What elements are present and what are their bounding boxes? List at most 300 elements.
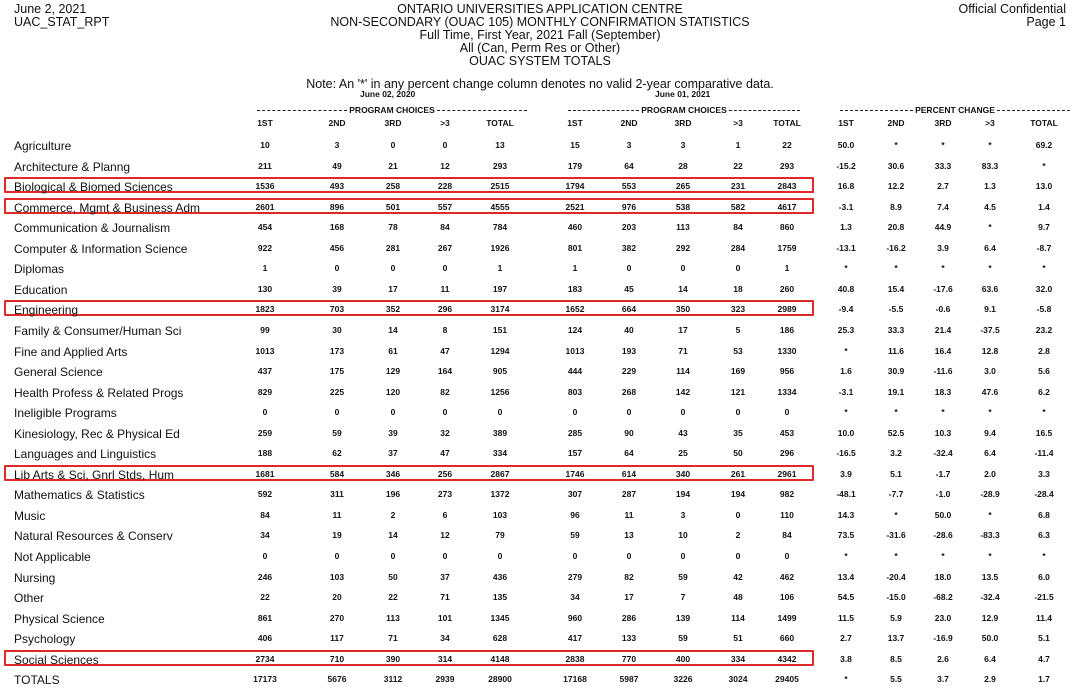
- cell-2021-total: 660: [779, 633, 795, 644]
- cell-2021-3rd: 0: [680, 551, 686, 561]
- highlight-box: [4, 300, 814, 316]
- cell-2020-1st: 2734: [255, 653, 275, 664]
- cell-2020-1st: 34: [260, 530, 270, 541]
- cell-2020-1st: 592: [257, 489, 273, 500]
- row-label: TOTALS: [14, 673, 60, 688]
- cell-pct-gt3: 12.8: [981, 345, 999, 356]
- col-header-pct-gt3: >3: [985, 118, 995, 128]
- cell-2021-1st: 285: [567, 427, 583, 438]
- cell-2020-gt3: 47: [440, 345, 450, 356]
- cell-pct-total: 6.0: [1038, 571, 1050, 582]
- cell-pct-3rd: 3.9: [937, 242, 949, 253]
- cell-2021-3rd: 400: [675, 653, 691, 664]
- cell-pct-2nd: 8.5: [890, 653, 902, 664]
- cell-2021-2nd: 40: [624, 324, 634, 335]
- cell-2020-2nd: 270: [329, 612, 345, 623]
- cell-2020-total: 2867: [490, 468, 510, 479]
- cell-2020-total: 4148: [490, 653, 510, 664]
- cell-2021-3rd: 7: [680, 592, 686, 603]
- row-label: Engineering: [14, 303, 79, 318]
- cell-2020-total: 1: [497, 263, 503, 274]
- col-header-2021-2nd: 2ND: [620, 118, 638, 128]
- cell-pct-1st: -13.1: [836, 242, 856, 253]
- cell-2021-2nd: 64: [624, 160, 634, 171]
- row-label: Biological & Biomed Sciences: [14, 180, 173, 195]
- cell-2020-total: 1926: [490, 242, 510, 253]
- cell-2021-1st: 1794: [565, 181, 585, 192]
- table-row: [0, 505, 1080, 525]
- col-header-pct-2nd: 2ND: [887, 118, 905, 128]
- cell-2021-gt3: 48: [733, 592, 743, 603]
- cell-pct-gt3: 83.3: [981, 160, 999, 171]
- cell-2020-gt3: 32: [440, 427, 450, 438]
- cell-2021-3rd: 292: [675, 242, 691, 253]
- cell-2021-3rd: 142: [675, 386, 691, 397]
- cell-2021-3rd: 25: [678, 448, 688, 459]
- cell-2020-1st: 922: [257, 242, 273, 253]
- row-label: Kinesiology, Rec & Physical Ed: [14, 426, 180, 441]
- cell-2020-2nd: 0: [334, 263, 340, 274]
- cell-2021-3rd: 59: [678, 633, 688, 644]
- cell-2020-2nd: 59: [332, 427, 342, 438]
- cell-2021-gt3: 2: [735, 530, 741, 541]
- table-row: [0, 484, 1080, 504]
- cell-2020-1st: 829: [257, 386, 273, 397]
- cell-2020-3rd: 0: [390, 263, 396, 274]
- cell-2021-gt3: 0: [735, 263, 741, 274]
- cell-pct-2nd: *: [894, 407, 898, 418]
- cell-pct-3rd: 18.3: [934, 386, 952, 397]
- cell-2020-1st: 246: [257, 571, 273, 582]
- table-row: [0, 197, 1080, 217]
- cell-pct-total: 6.2: [1038, 386, 1050, 397]
- cell-2020-gt3: 11: [440, 283, 450, 294]
- cell-2021-1st: 444: [567, 366, 583, 377]
- cell-pct-total: -5.8: [1036, 304, 1052, 315]
- cell-2020-2nd: 225: [329, 386, 345, 397]
- table-row: [0, 567, 1080, 587]
- cell-2021-2nd: 133: [621, 633, 637, 644]
- cell-pct-3rd: 21.4: [934, 324, 952, 335]
- cell-2021-1st: 1652: [565, 304, 585, 315]
- cell-pct-3rd: -16.9: [933, 633, 953, 644]
- cell-2021-2nd: 193: [621, 345, 637, 356]
- cell-pct-3rd: 7.4: [937, 201, 949, 212]
- cell-pct-gt3: -28.9: [980, 489, 1000, 500]
- cell-2021-2nd: 614: [621, 468, 637, 479]
- cell-2021-total: 453: [779, 427, 795, 438]
- cell-pct-2nd: -31.6: [886, 530, 906, 541]
- cell-2020-2nd: 11: [332, 509, 342, 520]
- row-label: Ineligible Programs: [14, 406, 117, 421]
- cell-2021-total: 186: [779, 324, 795, 335]
- cell-2020-2nd: 0: [334, 551, 340, 561]
- row-label: Other: [14, 591, 45, 606]
- table-row: [0, 176, 1080, 196]
- cell-pct-total: 9.7: [1038, 222, 1050, 233]
- cell-2020-1st: 861: [257, 612, 273, 623]
- cell-2020-gt3: 0: [442, 263, 448, 274]
- cell-2021-2nd: 0: [626, 551, 632, 561]
- cell-2020-2nd: 49: [332, 160, 342, 171]
- table-row: [0, 382, 1080, 402]
- cell-2020-gt3: 71: [440, 592, 450, 603]
- cell-2020-gt3: 228: [437, 181, 453, 192]
- row-label: Communication & Journalism: [14, 221, 171, 236]
- cell-pct-1st: 25.3: [837, 324, 855, 335]
- cell-2020-3rd: 14: [388, 324, 398, 335]
- cell-2021-gt3: 53: [733, 345, 743, 356]
- cell-2020-total: 0: [497, 407, 503, 418]
- cell-pct-2nd: 33.3: [887, 324, 905, 335]
- cell-2020-2nd: 173: [329, 345, 345, 356]
- cell-2020-3rd: 129: [385, 366, 401, 377]
- cell-2021-3rd: 0: [680, 263, 686, 274]
- cell-2020-2nd: 175: [329, 366, 345, 377]
- cell-2020-3rd: 0: [390, 551, 396, 561]
- cell-pct-2nd: 11.6: [887, 345, 905, 356]
- col-header-2020-gt3: >3: [440, 118, 450, 128]
- cell-pct-total: 6.3: [1038, 530, 1050, 541]
- cell-2021-2nd: 553: [621, 181, 637, 192]
- cell-2021-total: 462: [779, 571, 795, 582]
- cell-2021-2nd: 203: [621, 222, 637, 233]
- cell-pct-total: -21.5: [1034, 592, 1054, 603]
- cell-pct-2nd: 13.7: [887, 633, 905, 644]
- cell-pct-3rd: -17.6: [933, 283, 953, 294]
- row-label: Psychology: [14, 632, 76, 647]
- cell-pct-1st: 16.8: [837, 181, 855, 192]
- cell-2020-2nd: 710: [329, 653, 345, 664]
- cell-pct-3rd: -1.0: [935, 489, 951, 500]
- cell-2020-gt3: 296: [437, 304, 453, 315]
- title-line-5: OUAC SYSTEM TOTALS: [469, 54, 611, 68]
- cell-2020-total: 135: [492, 592, 508, 603]
- cell-2020-total: 334: [492, 448, 508, 459]
- cell-2021-3rd: 3226: [673, 674, 693, 685]
- cell-2020-gt3: 267: [437, 242, 453, 253]
- cell-pct-gt3: -37.5: [980, 324, 1000, 335]
- table-row: [0, 402, 1080, 422]
- cell-2021-2nd: 287: [621, 489, 637, 500]
- cell-pct-total: 16.5: [1035, 427, 1053, 438]
- cell-2021-gt3: 231: [730, 181, 746, 192]
- cell-2020-3rd: 39: [388, 427, 398, 438]
- cell-2021-gt3: 0: [735, 509, 741, 520]
- cell-pct-3rd: -11.6: [933, 366, 953, 377]
- cell-2021-1st: 2521: [565, 201, 585, 212]
- cell-2021-total: 260: [779, 283, 795, 294]
- cell-pct-1st: -48.1: [836, 489, 856, 500]
- table-row: [0, 649, 1080, 669]
- group-header-percent: [840, 105, 1070, 115]
- row-label: General Science: [14, 365, 103, 380]
- cell-pct-1st: 40.8: [837, 283, 855, 294]
- cell-2021-gt3: 3024: [728, 674, 748, 685]
- cell-2021-total: 1: [784, 263, 790, 274]
- cell-2021-2nd: 5987: [619, 674, 639, 685]
- cell-pct-3rd: 10.3: [934, 427, 952, 438]
- group-header-2021: [568, 105, 800, 115]
- cell-pct-gt3: -32.4: [980, 592, 1000, 603]
- cell-2021-gt3: 194: [730, 489, 746, 500]
- cell-pct-1st: 1.6: [840, 366, 852, 377]
- cell-pct-1st: 13.4: [837, 571, 855, 582]
- col-header-pct-total: TOTAL: [1030, 118, 1058, 128]
- cell-2021-1st: 34: [570, 592, 580, 603]
- cell-2021-total: 1334: [777, 386, 797, 397]
- cell-2020-3rd: 120: [385, 386, 401, 397]
- cell-pct-total: *: [1042, 160, 1046, 171]
- table-row: [0, 525, 1080, 545]
- cell-2021-total: 860: [779, 222, 795, 233]
- cell-pct-total: 4.7: [1038, 653, 1050, 664]
- cell-2021-total: 2961: [777, 468, 797, 479]
- col-header-2021-gt3: >3: [733, 118, 743, 128]
- cell-pct-gt3: 2.0: [984, 468, 996, 479]
- cell-pct-1st: 10.0: [837, 427, 855, 438]
- cell-2020-3rd: 346: [385, 468, 401, 479]
- row-label: Family & Consumer/Human Sci: [14, 323, 182, 338]
- cell-pct-gt3: 6.4: [984, 448, 996, 459]
- cell-2021-1st: 0: [572, 407, 578, 418]
- cell-pct-2nd: 30.9: [887, 366, 905, 377]
- cell-2021-gt3: 284: [730, 242, 746, 253]
- cell-2020-3rd: 390: [385, 653, 401, 664]
- highlight-box: [4, 650, 814, 666]
- table-row: [0, 341, 1080, 361]
- cell-pct-total: 6.8: [1038, 509, 1050, 520]
- cell-2020-gt3: 6: [442, 509, 448, 520]
- cell-2021-1st: 96: [570, 509, 580, 520]
- cell-2020-total: 2515: [490, 181, 510, 192]
- cell-pct-1st: *: [844, 551, 848, 561]
- row-label: Nursing: [14, 570, 56, 585]
- cell-pct-1st: 1.3: [840, 222, 852, 233]
- cell-2021-1st: 15: [570, 140, 580, 150]
- cell-pct-total: *: [1042, 263, 1046, 274]
- cell-2021-total: 110: [780, 509, 794, 520]
- cell-pct-gt3: 3.0: [984, 366, 996, 377]
- title-line-2: NON-SECONDARY (OUAC 105) MONTHLY CONFIRMATION STATISTICS: [330, 15, 750, 29]
- cell-2021-3rd: 71: [678, 345, 688, 356]
- cell-2021-2nd: 229: [621, 366, 637, 377]
- cell-2020-gt3: 47: [440, 448, 450, 459]
- cell-2021-total: 4342: [777, 653, 797, 664]
- cell-2021-gt3: 35: [733, 427, 743, 438]
- cell-2020-1st: 84: [260, 509, 270, 520]
- table-row: [0, 361, 1080, 381]
- table-row: [0, 320, 1080, 340]
- cell-pct-2nd: -7.7: [888, 489, 904, 500]
- cell-pct-3rd: 2.7: [937, 181, 949, 192]
- cell-pct-gt3: *: [988, 407, 992, 418]
- cell-2020-3rd: 352: [385, 304, 401, 315]
- cell-pct-gt3: 47.6: [981, 386, 999, 397]
- cell-2020-gt3: 34: [440, 633, 450, 644]
- report-id: UAC_STAT_RPT: [14, 15, 110, 29]
- cell-2020-3rd: 2: [390, 509, 396, 520]
- table-row: [0, 217, 1080, 237]
- col-header-2020-3rd: 3RD: [384, 118, 402, 128]
- cell-pct-total: -28.4: [1034, 489, 1054, 500]
- cell-2020-2nd: 20: [332, 592, 342, 603]
- cell-2020-2nd: 584: [329, 468, 345, 479]
- row-label: Education: [14, 282, 68, 297]
- cell-pct-total: 5.1: [1038, 633, 1050, 644]
- group-title-2020: PROGRAM CHOICES: [349, 105, 435, 115]
- cell-pct-1st: -9.4: [838, 304, 854, 315]
- cell-pct-2nd: 8.9: [890, 201, 902, 212]
- cell-pct-1st: *: [844, 345, 848, 356]
- cell-2020-1st: 2601: [255, 201, 275, 212]
- cell-2021-1st: 179: [567, 160, 583, 171]
- cell-2021-1st: 17168: [563, 674, 587, 685]
- cell-2021-3rd: 28: [678, 160, 688, 171]
- cell-pct-2nd: 52.5: [887, 427, 905, 438]
- cell-2020-3rd: 50: [388, 571, 398, 582]
- cell-2021-1st: 1013: [565, 345, 585, 356]
- cell-2021-total: 296: [779, 448, 795, 459]
- cell-pct-3rd: 33.3: [934, 160, 952, 171]
- cell-2021-2nd: 0: [626, 263, 632, 274]
- cell-2021-total: 2843: [777, 181, 797, 192]
- cell-2020-3rd: 71: [388, 633, 398, 644]
- cell-2021-total: 106: [779, 592, 795, 603]
- cell-2020-3rd: 501: [385, 201, 401, 212]
- cell-pct-total: 32.0: [1035, 283, 1053, 294]
- cell-2021-3rd: 265: [675, 181, 691, 192]
- cell-2021-1st: 2838: [565, 653, 585, 664]
- cell-2020-gt3: 0: [442, 140, 448, 150]
- row-label: Languages and Linguistics: [14, 447, 157, 462]
- table-row: [0, 135, 1080, 155]
- cell-pct-1st: -15.2: [836, 160, 856, 171]
- cell-pct-3rd: *: [941, 263, 945, 274]
- cell-pct-gt3: 13.5: [981, 571, 999, 582]
- cell-2021-total: 84: [782, 530, 792, 541]
- cell-2021-3rd: 350: [675, 304, 691, 315]
- cell-2020-2nd: 168: [329, 222, 345, 233]
- page-number: Page 1: [1026, 15, 1066, 29]
- cell-pct-3rd: 18.0: [934, 571, 952, 582]
- cell-2020-3rd: 78: [388, 222, 398, 233]
- cell-2021-total: 4617: [777, 201, 797, 212]
- cell-2020-gt3: 0: [442, 551, 448, 561]
- percent-change-note: Note: An '*' in any percent change column denotes no valid 2-year comparative data.: [306, 77, 774, 91]
- cell-pct-2nd: -15.0: [886, 592, 906, 603]
- cell-2020-3rd: 113: [386, 612, 400, 623]
- cell-2021-gt3: 50: [733, 448, 743, 459]
- cell-2021-2nd: 664: [621, 304, 637, 315]
- cell-pct-1st: 14.3: [837, 509, 855, 520]
- cell-2021-2nd: 0: [626, 407, 632, 418]
- cell-pct-gt3: *: [988, 263, 992, 274]
- row-label: Physical Science: [14, 611, 105, 626]
- cell-2021-1st: 1: [572, 263, 578, 274]
- cell-2021-3rd: 194: [675, 489, 691, 500]
- cell-2021-3rd: 139: [675, 612, 691, 623]
- cell-2020-total: 3174: [490, 304, 510, 315]
- cell-pct-total: 1.7: [1038, 674, 1050, 685]
- cell-pct-1st: 73.5: [837, 530, 855, 541]
- cell-2020-gt3: 84: [440, 222, 450, 233]
- table-row: [0, 464, 1080, 484]
- row-label: Natural Resources & Conserv: [14, 529, 173, 544]
- cell-2020-total: 1294: [490, 345, 510, 356]
- row-label: Not Applicable: [14, 550, 91, 564]
- cell-2021-1st: 279: [567, 571, 583, 582]
- cell-pct-2nd: 20.8: [887, 222, 905, 233]
- table-row: [0, 156, 1080, 176]
- cell-pct-total: 69.2: [1035, 140, 1053, 150]
- cell-pct-3rd: *: [941, 551, 945, 561]
- cell-2020-total: 13: [495, 140, 505, 150]
- col-header-2021-1st: 1ST: [567, 118, 583, 128]
- cell-2021-gt3: 582: [730, 201, 746, 212]
- cell-pct-3rd: 3.7: [937, 674, 949, 685]
- cell-2021-gt3: 22: [733, 160, 743, 171]
- row-label: Lib Arts & Sci, Gnrl Stds, Hum: [14, 467, 175, 482]
- cell-pct-2nd: *: [894, 263, 898, 274]
- cell-2021-gt3: 51: [733, 633, 743, 644]
- cell-2020-2nd: 19: [332, 530, 342, 541]
- row-label: Health Profess & Related Progs: [14, 385, 184, 400]
- cell-2020-total: 0: [497, 551, 503, 561]
- cell-2021-total: 1759: [777, 242, 797, 253]
- cell-pct-total: 2.8: [1038, 345, 1050, 356]
- cell-2021-2nd: 45: [624, 283, 634, 294]
- cell-2021-total: 1499: [777, 612, 797, 623]
- cell-2021-total: 0: [784, 407, 790, 418]
- cell-2020-3rd: 17: [388, 283, 398, 294]
- cell-2020-3rd: 0: [390, 407, 396, 418]
- cell-2020-gt3: 256: [437, 468, 453, 479]
- cell-2020-2nd: 5676: [327, 674, 347, 685]
- cell-2021-total: 22: [782, 140, 792, 150]
- cell-2020-gt3: 12: [440, 160, 450, 171]
- table-row: [0, 238, 1080, 258]
- cell-2020-total: 151: [492, 324, 508, 335]
- cell-2020-gt3: 2939: [435, 674, 455, 685]
- cell-2020-3rd: 0: [390, 140, 396, 150]
- cell-pct-1st: 50.0: [837, 140, 855, 150]
- cell-2020-1st: 99: [260, 324, 270, 335]
- cell-2020-total: 28900: [488, 674, 512, 685]
- cell-2020-3rd: 258: [385, 181, 401, 192]
- table-row: [0, 628, 1080, 648]
- cell-pct-gt3: 12.9: [981, 612, 999, 623]
- cell-pct-1st: 54.5: [837, 592, 855, 603]
- cell-pct-gt3: *: [988, 222, 992, 233]
- table-row: [0, 258, 1080, 278]
- cell-pct-2nd: 30.6: [887, 160, 905, 171]
- col-header-2020-1st: 1ST: [257, 118, 273, 128]
- cell-2021-total: 1330: [777, 345, 797, 356]
- cell-2021-1st: 960: [567, 612, 583, 623]
- cell-2020-2nd: 311: [330, 489, 344, 500]
- cell-2020-gt3: 8: [442, 324, 448, 335]
- cell-pct-total: 3.3: [1038, 468, 1050, 479]
- cell-2020-3rd: 37: [388, 448, 398, 459]
- cell-2021-gt3: 121: [730, 386, 746, 397]
- cell-2020-2nd: 103: [329, 571, 345, 582]
- cell-2021-3rd: 10: [678, 530, 688, 541]
- cell-2020-gt3: 164: [437, 366, 453, 377]
- cell-2021-3rd: 14: [678, 283, 688, 294]
- cell-2020-2nd: 30: [332, 324, 342, 335]
- table-row: [0, 443, 1080, 463]
